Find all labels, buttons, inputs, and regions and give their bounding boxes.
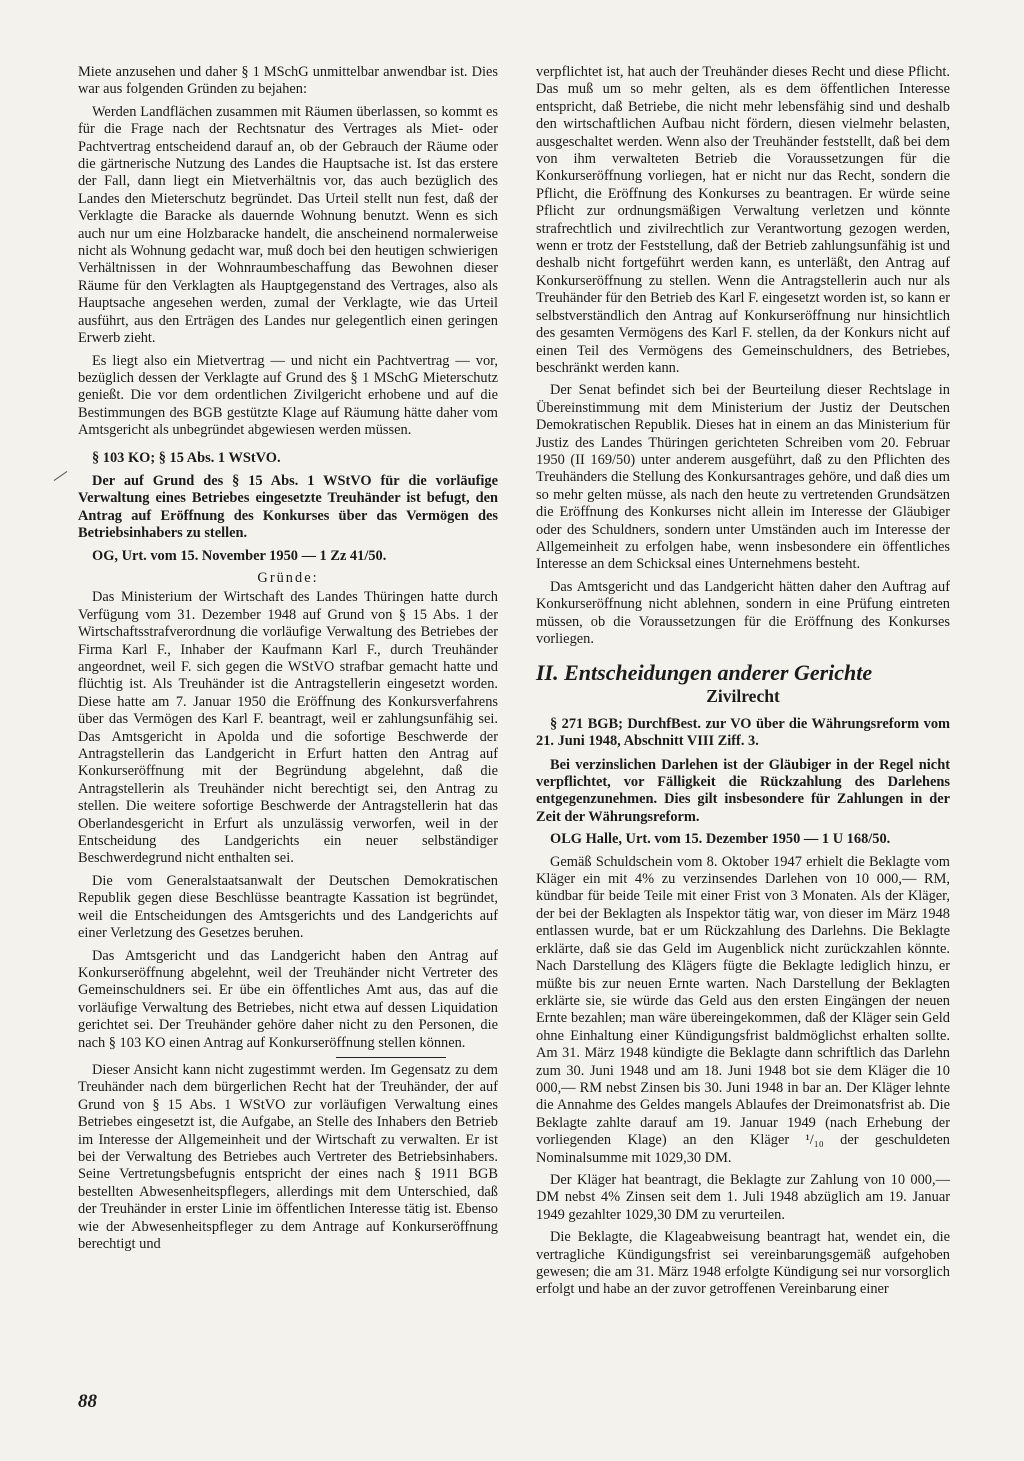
paragraph: verpflichtet ist, hat auch der Treuhänder dieses Recht und diese Pflicht. Das muß um so mehr gelten, als es dem öffentlichen Interesse entspricht, daß Betriebe, die nicht mehr lebensfähig sind und deshalb den wirtschaftlichen Aufbau nicht fördern, diesen vielmehr belasten, ausgeschaltet werden. Wenn also der Treuhänder feststellt, daß bei dem von ihm verwalteten Betrieb die Voraussetzungen für die Konkurseröffnung vorliegen, hat er nicht nur das Recht, sondern die Pflicht, die Eröffnung des Konkurses zu beantragen. Er würde seine Pflicht zur ordnungsmäßigen Verwaltung verletzen und könnte strafrechtlich und zivilrechtlich zur Verantwortung gezogen werden, wenn er trotz der Feststellung, daß der Betrieb zahlungsunfähig ist und deshalb nicht fortgeführt werden kann, es unterläßt, den Antrag auf Konkurseröffnung zu stellen. Wenn die Antragstellerin auch nur als Treuhänder für den Betrieb des Karl F. eingesetzt worden ist, so kann er selbstverständlich den Antrag auf Konkurseröffnung nur hinsichtlich des gesamten Vermögens des Karl F. stellen, da der Konkurs nicht auf einen Teil des Vermögens des Gemeinschuldners, des Betriebes, beschränkt werden kann. xyxy=(536,64,950,376)
case-headnote: Der auf Grund des § 15 Abs. 1 WStVO für die vorläufige Verwaltung eines Betriebes eingesetzte Treuhänder ist befugt, den Antrag auf Eröffnung des Konkurses über das Vermögen des Betriebsinhabers zu stellen. xyxy=(78,472,498,542)
paragraph: Das Amtsgericht und das Landgericht haben den Antrag auf Konkurseröffnung abgelehnt, weil der Treuhänder nicht Vertreter des Gemeinschuldners sei. Er übe ein öffentliches Amt aus, das auf die vorläufige Verwaltung des Betriebes, nicht etwa auf dessen Liquidation gerichtet sei. Der Treuhänder gehöre daher nicht zu den Personen, die nach § 103 KO einen Antrag auf Konkurseröffnung stellen können. xyxy=(78,947,498,1051)
court-citation: OLG Halle, Urt. vom 15. Dezember 1950 — 1 U 168/50. xyxy=(550,831,891,848)
paragraph: Der Kläger hat beantragt, die Beklagte zur Zahlung von 10 000,— DM nebst 4% Zinsen seit dem 1. Juli 1948 abzüglich am 19. Januar 1949 gezahlter 1029,30 DM zu verurteilen. xyxy=(536,1171,950,1223)
paragraph: Das Amtsgericht und das Landgericht hätten daher den Auftrag auf Konkurseröffnung nicht ablehnen, sondern in eine Prüfung eintreten müssen, ob die Voraussetzungen für die Eröffnung des Konkurses vorliegen. xyxy=(536,578,950,647)
court-citation: OG, Urt. vom 15. November 1950 — 1 Zz 41/50. xyxy=(92,547,387,564)
case-headnote: Bei verzinslichen Darlehen ist der Gläubiger in der Regel nicht verpflichtet, vor Fälligkeit die Rückzahlung des Darlehens entgegenzunehmen. Dies gilt insbesondere für Zahlungen in der Zeit der Währungsreform. xyxy=(536,756,950,825)
paragraph: Die vom Generalstaatsanwalt der Deutschen Demokratischen Republik gegen diese Beschlüsse beantragte Kassation ist begründet, weil die Entscheidungen des Amtsgerichts und des Landgerichts auf einer Verletzung des Gesetzes beruhen. xyxy=(78,872,498,942)
section-title: II. Entscheidungen anderer Gerichte xyxy=(536,660,873,686)
reasons-heading: Gründe: xyxy=(257,569,319,586)
paragraph: Werden Landflächen zusammen mit Räumen überlassen, so kommt es für die Frage nach der Rechtsnatur des Vertrages als Miet- oder Pachtvertrag entscheidend darauf an, ob der Gebrauch der Räume oder die gärtnerische Nutzung des Landes die Hauptsache ist. Ist das erstere der Fall, dann liegt ein Mietverhältnis vor, das auch bezüglich des Landes den Mieterschutz begründet. Das Urteil stellt nun fest, daß der Verklagte die Baracke als dauernde Wohnung benutzt. Wenn es sich auch nur um eine Holzbaracke handelt, die anscheinend normalerweise nicht als Wohnung gedacht war, muß doch bei den heutigen schwierigen Verhältnissen in der Wohnraumbeschaffung das Bewohnen dieser Räume für den Verklagten als Hauptgegenstand des Vertrages, also als Hauptsache angesehen werden, zumal der Verklagte, wie das Urteil ausführt, aus den Erträgen des Landes nur gelegentlich einen geringen Erwerb zieht. xyxy=(78,103,498,347)
case-heading: § 271 BGB; DurchfBest. zur VO über die Währungsreform vom 21. Juni 1948, Abschnitt VIII Ziff. 3. xyxy=(536,715,950,750)
paragraph: Es liegt also ein Mietvertrag — und nicht ein Pachtvertrag — vor, bezüglich dessen der Verklagte auf Grund des § 1 MSchG Mieterschutz genießt. Die vor dem ordentlichen Zivilgericht erhobene und auf die Bestimmungen des BGB gestützte Klage auf Räumung hätte daher vom Amtsgericht als unbegründet abgewiesen werden müssen. xyxy=(78,352,498,439)
paragraph: Der Senat befindet sich bei der Beurteilung dieser Rechtslage in Übereinstimmung mit dem Ministerium der Justiz der Deutschen Demokratischen Republik. Dieses hat in einem an das Ministerium für Justiz des Landes Thüringen gerichteten Schreiben vom 20. Februar 1950 (II 169/50) unter anderem ausgeführt, daß zu den Pflichten des Treuhänders die Stellung des Konkursantrages gehöre, und daß dies um so mehr gelten müsse, als nach den heute zu vertretenden Grundsätzen die Eröffnung des Konkurses nicht allein im Interesse der Gläubiger oder des Schuldners, sondern unter Umständen auch im Interesse der Allgemeinheit zu erfolgen habe, wenn insbesondere ein öffentliches Interesse an dem Schicksal eines Unternehmens besteht. xyxy=(536,382,950,573)
paragraph: Gemäß Schuldschein vom 8. Oktober 1947 erhielt die Beklagte vom Kläger ein mit 4% zu verzinsendes Darlehen von 10 000,— RM, kündbar für beide Teile mit einer Frist von 3 Monaten. Als der Kläger, der bei der Beklagten als Inspektor tätig war, von dieser im März 1948 entlassen wurde, bat er um Rückzahlung des Darlehns. Die Beklagte erklärte, daß sie das Geld im Augenblick nicht zurückzahlen könnte. Nach Darstellung des Klägers fügte die Beklagte lediglich hinzu, er müßte bis zur neuen Ernte warten. Nach Darstellung der Beklagten erklärte sie, sie würde das Geld aus den ersten Eingängen der neuen Ernte bezahlen; man wäre übereingekommen, daß der Kläger sein Geld ohne Einhaltung einer Kündigungsfrist baldmöglichst erhalten sollte. Am 31. März 1948 kündigte die Beklagte dann schriftlich das Darlehn zum 30. Juni 1948 und am 18. Juni 1948 bot sie dem Kläger die 10 000,— RM nebst Zinsen bis 30. Juni 1948 in bar an. Der Kläger lehnte die Annahme des Geldes mangels Ablaufes der Dreimonatsfrist ab. Die Beklagte zahlte darauf am 19. Januar 1949 (nach Erhebung der vorliegenden Klage) an den Kläger ¹/₁₀ der geschuldeten Nominalsumme mit 1029,30 DM. xyxy=(536,853,950,1166)
left-column xyxy=(78,64,498,1258)
right-column xyxy=(536,64,950,1304)
pencil-mark xyxy=(54,471,68,481)
page-number: 88 xyxy=(78,1391,97,1412)
paragraph: Das Ministerium der Wirtschaft des Landes Thüringen hatte durch Verfügung vom 31. Dezember 1948 auf Grund von § 15 Abs. 1 der Wirtschaftsstrafverordnung die vorläufige Verwaltung des Betriebes der Firma Karl F., Inhaber der Kaufmann Karl F., durch Treuhänder angeordnet, weil F. sich gegen die WStVO strafbar gemacht hatte und flüchtig ist. Als Treuhänder ist die Antragstellerin eingesetzt worden. Diese hatte am 7. Januar 1950 die Eröffnung des Konkursverfahrens über das Vermögen des Karl F. beantragt, weil er zahlungsunfähig sei. Das Amtsgericht in Apolda und die sofortige Beschwerde der Antragstellerin das Landgericht in Erfurt hatten den Antrag auf Konkurseröffnung mit der Begründung abgelehnt, daß die Antragstellerin als Treuhänder nicht berechtigt sei, den Antrag zu stellen. Die weitere sofortige Beschwerde der Antragstellerin hat das Oberlandesgericht in Erfurt als unzulässig verworfen, weil in der Entscheidung des Landgerichts ein neuer selbständiger Beschwerdegrund nicht enthalten sei. xyxy=(78,589,498,867)
divider-rule xyxy=(336,1057,446,1058)
section-subtitle: Zivilrecht xyxy=(706,686,780,707)
paragraph: Die Beklagte, die Klageabweisung beantragt hat, wendet ein, die vertragliche Kündigungsfrist sei vereinbarungsgemäß aufgehoben gewesen; die am 31. März 1948 erfolgte Kündigung sei nur vorsorglich erfolgt und habe an der zuvor getroffenen Vereinbarung einer xyxy=(536,1229,950,1298)
case-heading: § 103 KO; § 15 Abs. 1 WStVO. xyxy=(92,449,281,466)
paragraph: Miete anzusehen und daher § 1 MSchG unmittelbar anwendbar ist. Dies war aus folgenden Gründen zu bejahen: xyxy=(78,64,498,98)
paragraph: Dieser Ansicht kann nicht zugestimmt werden. Im Gegensatz zu dem Treuhänder nach dem bürgerlichen Recht hat der Treuhänder, der auf Grund von § 15 Abs. 1 WStVO zur vorläufigen Verwaltung eines Betriebes eingesetzt ist, die Aufgabe, an Stelle des Inhabers den Betrieb im Interesse der Allgemeinheit und der Wirtschaft zu verwalten. Er ist bei der Verwaltung des Betriebes auch Vertreter des Betriebsinhabers. Seine Vertretungsbefugnis entspricht der eines nach § 1911 BGB bestellten Abwesenheitspflegers, allerdings mit dem Unterschied, daß der Treuhänder in erster Linie im öffentlichen Interesse tätig ist. Ebenso wie der Abwesenheitspfleger zu dem Antrage auf Konkurseröffnung berechtigt und xyxy=(78,1061,498,1252)
